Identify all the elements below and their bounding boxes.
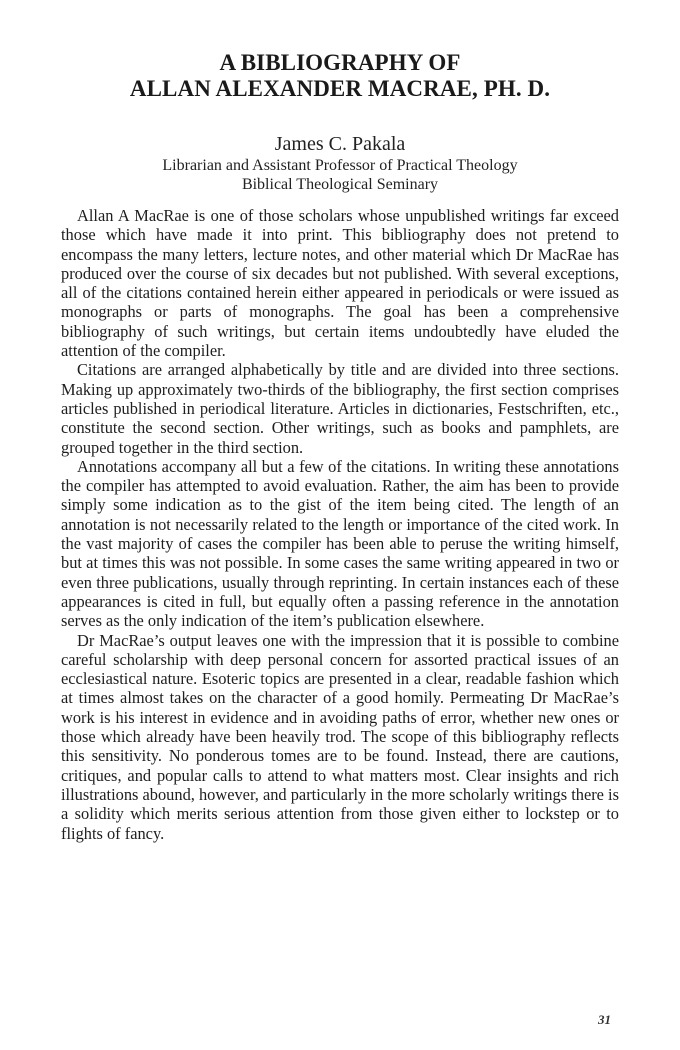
author-affiliation-institution: Biblical Theological Seminary <box>241 176 439 193</box>
author-affiliation-title: Librarian and Assistant Professor of Practical Theology <box>162 157 518 174</box>
title-line-1: A BIBLIOGRAPHY OF <box>219 50 461 75</box>
author-name: James C. Pakala <box>274 133 406 155</box>
paragraph-annotations: Annotations accompany all but a few of the citations. In writing these annotations the compiler has attempted to avoid evaluation. Rather, the aim has been to provide simply some indication as to the gist of the item being cited. The length of an annotation is not necessarily related to the length or importance of the cited work. In the vast majority of cases the compiler has been able to peruse the writing himself, but at times this was not possible. In some cases the same writing appeared in two or even three publications, usually through reprinting. In certain instances each of these appearances is cited in full, but equally often a passing reference in the annotation serves as the only indication of the item’s publication elsewhere. <box>61 456 619 631</box>
paragraph-output: Dr MacRae’s output leaves one with the impression that it is possible to combine careful scholarship with deep personal concern for assorted practical issues of an ecclesiastical nature. Esoteric topics are presented in a clear, readable fashion which at times almost takes on the character of a good homily. Permeating Dr MacRae’s work is his interest in evidence and in avoiding paths of error, whether new ones or those which already have been heavily trod. The scope of this bibliography reflects this sensitivity. No ponderous tomes are to be found. Instead, there are cautions, critiques, and popular calls to attend to what matters most. Clear insights and rich illustrations abound, however, and particularly in the more scholarly writings there is a solidity which merits serious attention from those given either to lockstep or to flights of fancy. <box>61 630 619 843</box>
page-number: 31 <box>598 1012 611 1027</box>
document-title <box>0 50 680 102</box>
body-text <box>61 206 619 843</box>
title-line-2: ALLAN ALEXANDER MACRAE, PH. D. <box>129 76 551 101</box>
byline <box>0 132 680 194</box>
paragraph-intro: Allan A MacRae is one of those scholars whose unpublished writings far exceed those which have made it into print. This bibliography does not pretend to encompass the many letters, lecture notes, and other material which Dr MacRae has produced over the course of six decades but not published. With several exceptions, all of the citations contained herein either appeared in periodicals or were issued as monographs or parts of monographs. The goal has been a comprehensive bibliography of such writings, but certain items undoubtedly have eluded the attention of the compiler. <box>61 206 619 361</box>
paragraph-arrangement: Citations are arranged alphabetically by title and are divided into three sections. Making up approximately two-thirds of the bibliography, the first section comprises articles published in periodical literature. Articles in dictionaries, Festschriften, etc., constitute the second section. Other writings, such as books and pamphlets, are grouped together in the third section. <box>61 360 619 457</box>
